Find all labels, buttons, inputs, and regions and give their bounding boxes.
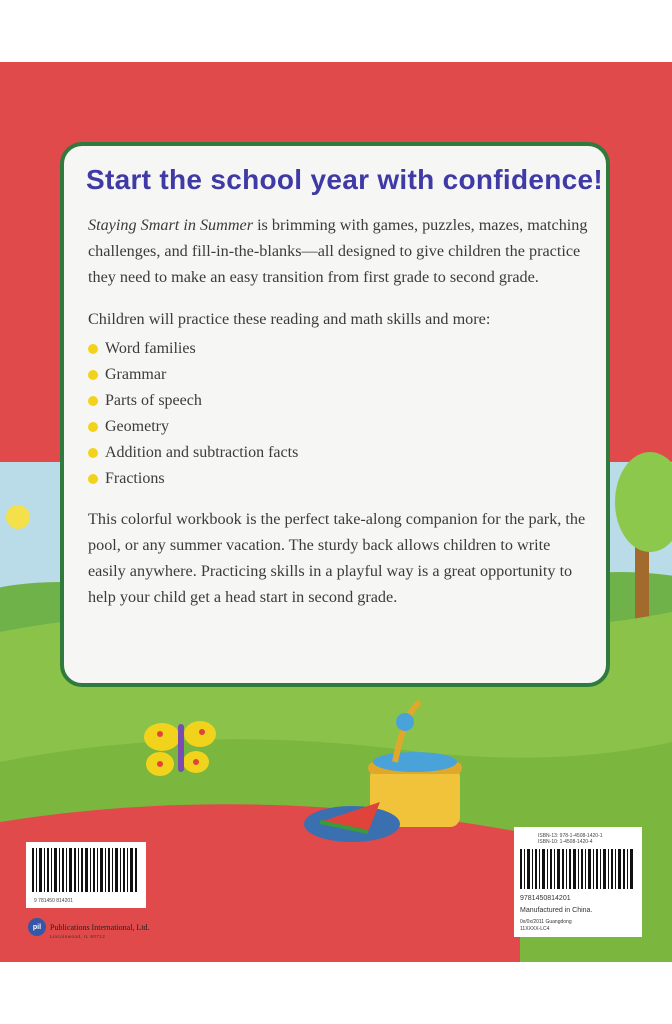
bullet-icon xyxy=(88,474,98,484)
bullet-icon xyxy=(88,370,98,380)
list-item: Word families xyxy=(88,336,588,362)
barcode-left-number: 9 781450 814201 xyxy=(34,898,73,904)
isbn-10: ISBN-10: 1-4508-1420-4 xyxy=(538,839,593,845)
book-title: Staying Smart in Summer xyxy=(88,216,254,234)
headline: Start the school year with confidence! xyxy=(86,164,604,195)
list-item: Fractions xyxy=(88,466,588,492)
barcode-icon xyxy=(26,842,146,898)
publisher-name: Publications International, Ltd. xyxy=(50,922,150,932)
list-item: Parts of speech xyxy=(88,388,588,414)
barcode-icon xyxy=(514,847,642,893)
closing-paragraph: This colorful workbook is the perfect take-along companion for the park, the pool, or any summer vacation. The sturdy back allows children to write easily anywhere. Practicing skills in a playful way is a great opportunity to help your child get a head start in second grade. xyxy=(88,510,586,606)
print-code-1: 0x/0x/2011 Guangdong xyxy=(520,919,572,925)
list-item: Addition and subtraction facts xyxy=(88,440,588,466)
publisher-logo-icon: pil xyxy=(28,918,46,936)
barcode-right xyxy=(514,827,642,937)
isbn-13: ISBN-13: 978-1-4508-1420-1 xyxy=(538,833,603,839)
list-item: Geometry xyxy=(88,414,588,440)
manufactured-in: Manufactured in China. xyxy=(520,907,593,914)
intro-paragraph xyxy=(88,212,588,290)
bullet-icon xyxy=(88,448,98,458)
skills-list xyxy=(88,336,588,492)
back-cover xyxy=(0,62,672,962)
intro-text: is brimming with games, puzzles, mazes, matching challenges, and fill-in-the-blanks—all designed to give children the practice they need to make an easy transition from first grade to second grade. xyxy=(88,216,588,286)
publisher-location: Lincolnwood, IL 60712 xyxy=(50,934,106,939)
bullet-icon xyxy=(88,396,98,406)
list-item: Grammar xyxy=(88,362,588,388)
sun-icon xyxy=(6,505,30,529)
print-code-2: 11XXXX-LC4 xyxy=(520,926,550,932)
barcode-left xyxy=(26,842,146,908)
bullet-icon xyxy=(88,422,98,432)
bullet-icon xyxy=(88,344,98,354)
description-panel xyxy=(60,142,610,687)
skills-intro: Children will practice these reading and math skills and more: xyxy=(88,310,491,328)
barcode-right-number: 9781450814201 xyxy=(520,895,571,902)
